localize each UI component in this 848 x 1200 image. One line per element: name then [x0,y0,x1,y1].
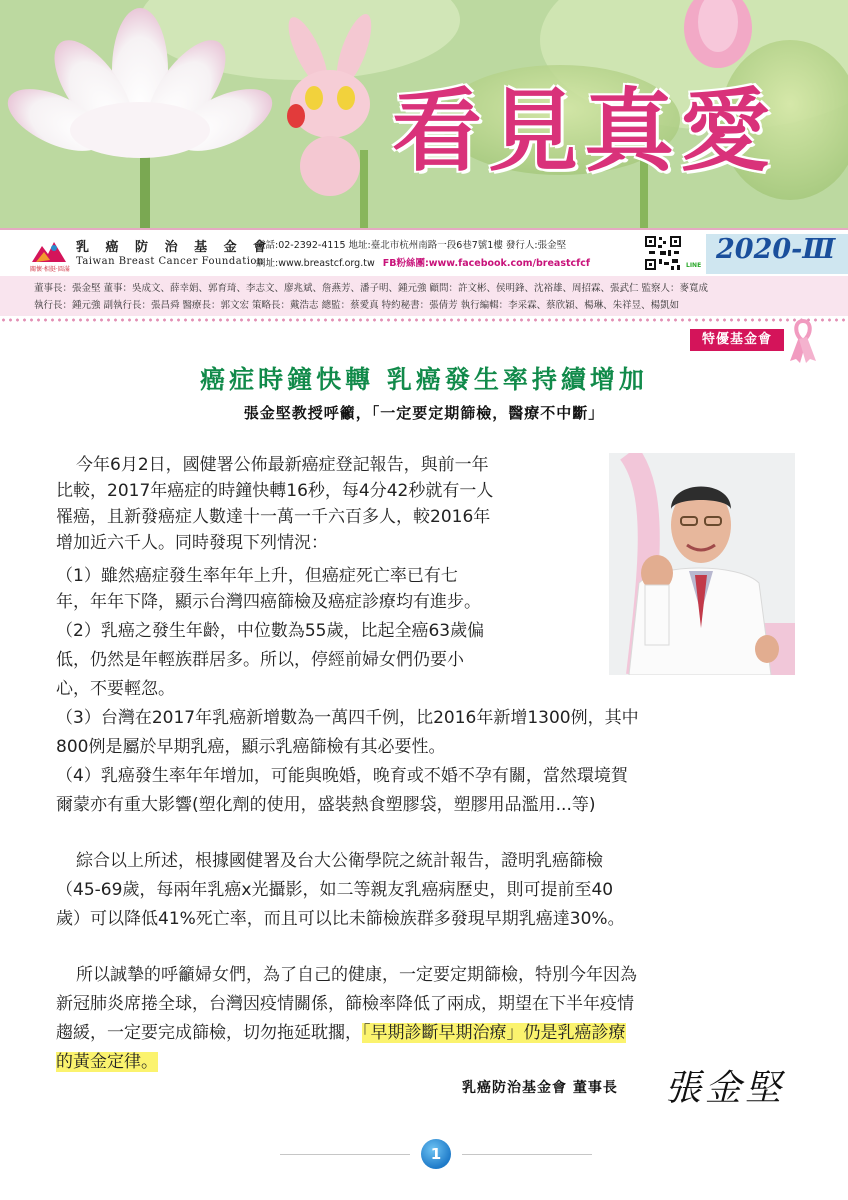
portrait-photo [609,453,795,675]
signature: 張金堅 [665,1068,786,1109]
paragraph-line: 心，不要輕忽。 [56,679,175,699]
paragraph-line: （1）雖然癌症發生率年年上升，但癌症死亡率已有七 [56,566,458,586]
org-name-en: Taiwan Breast Cancer Foundation [76,256,264,267]
paragraph-line: 今年6月2日，國健署公佈最新癌症登記報告，與前一年 [76,455,489,475]
issue-box [706,234,848,274]
page-number: 1 [421,1139,451,1169]
highlighted-text: 的黃金定律。 [56,1052,158,1072]
paragraph-line: 比較，2017年癌症的時鐘快轉16秒，每4分42秒就有一人 [56,481,494,501]
staff-credits [0,276,848,316]
excellence-badge: 特優基金會 [690,329,784,351]
paragraph-line: （3）台灣在2017年乳癌新增數為一萬四千例，比2016年新增1300例，其中 [56,708,639,728]
paragraph-line: 爾蒙亦有重大影響(塑化劑的使用，盛裝熱食塑膠袋，塑膠用品濫用...等) [56,795,596,815]
paragraph-line [56,1020,626,1046]
website-link[interactable]: 網址:www.breastcf.org.tw [256,258,375,269]
signature-label: 乳癌防治基金會 董事長 [462,1080,618,1096]
qr-code-icon[interactable] [644,235,682,271]
article-subtitle: 張金堅教授呼籲，「一定要定期篩檢，醫療不中斷」 [243,404,605,422]
paragraph-line: 罹癌，且新發癌症人數達十一萬一千六百多人，較2016年 [56,507,491,527]
paragraph-line: 800例是屬於早期乳癌，顯示乳癌篩檢有其必要性。 [56,737,446,757]
paragraph-line: 低，仍然是年輕族群居多。所以，停經前婦女們仍要小 [56,650,464,670]
paragraph-line: （45-69歲，每兩年乳癌x光攝影，如二等親友乳癌病歷史，則可提前至40 [56,880,614,900]
page-rule-left [280,1154,410,1155]
portrait-illustration [609,453,795,675]
banner-title: 看見真愛 [392,78,776,184]
paragraph-line: 增加近六千人。同時發現下列情況： [56,533,328,553]
header-banner [0,0,848,228]
foundation-logo-icon [30,238,68,264]
pink-ribbon-icon [786,317,820,365]
line-label: LINE [686,262,702,269]
contact-line-1: 電話:02-2392-4115 地址:臺北市杭州南路一段6巷7號1樓 發行人:張金堅 [256,240,567,251]
paragraph-line: 年，年年下降，顯示台灣四癌篩檢及癌症診療均有進步。 [56,592,481,612]
paragraph-line: 綜合以上所述，根據國健署及台大公衛學院之統計報告，證明乳癌篩檢 [76,851,603,871]
article-title: 癌症時鐘快轉 乳癌發生率持續增加 [200,365,648,394]
page-rule-right [462,1154,592,1155]
org-name-cn: 乳 癌 防 治 基 金 會 [76,240,273,255]
info-bar [0,228,848,276]
paragraph-text: 趨緩，一定要完成篩檢，切勿拖延耽擱， [56,1023,362,1043]
facebook-link[interactable]: FB粉絲團:www.facebook.com/breastcfcf [382,258,591,269]
staff-line-2: 執行長：鍾元強 副執行長：張昌舜 醫療長：郭文宏 策略長：戴浩志 總監：蔡愛真 特約秘書：張倩芳 執行編輯：李采霖、蔡欣穎、楊琳、朱祥昱、楊凱如 [34,300,680,311]
dotted-divider [0,318,848,322]
paragraph-line: （2）乳癌之發生年齡，中位數為55歲，比起全癌63歲偏 [56,621,485,641]
staff-line-1: 董事長：張金堅 董事：吳成文、薛幸娟、郭育琦、李志文、廖兆斌、詹燕芳、潘子明、鍾元強 顧問：許文彬、侯明鋒、沈裕雄、周招霖、張武仁 監察人：麥寬成 [34,283,709,294]
highlighted-text: 「早期診斷早期治療」仍是乳癌診療 [362,1023,626,1043]
paragraph-line: （4）乳癌發生率年年增加，可能與晚婚，晚育或不婚不孕有關，當然環境賀 [56,766,628,786]
contact-line-2 [256,255,590,269]
paragraph-line: 新冠肺炎席捲全球，台灣因疫情關係，篩檢率降低了兩成，期望在下半年疫情 [56,994,634,1014]
logo-tagline: 關懷·相挺·圓滿 [30,266,70,273]
paragraph-line [56,1049,158,1075]
paragraph-line: 所以誠摯的呼籲婦女們，為了自己的健康，一定要定期篩檢，特別今年因為 [76,965,637,985]
issue-number: 2020-Ⅲ [716,234,836,265]
paragraph-line: 歲）可以降低41%死亡率，而且可以比未篩檢族群多發現早期乳癌達30%。 [56,909,625,929]
